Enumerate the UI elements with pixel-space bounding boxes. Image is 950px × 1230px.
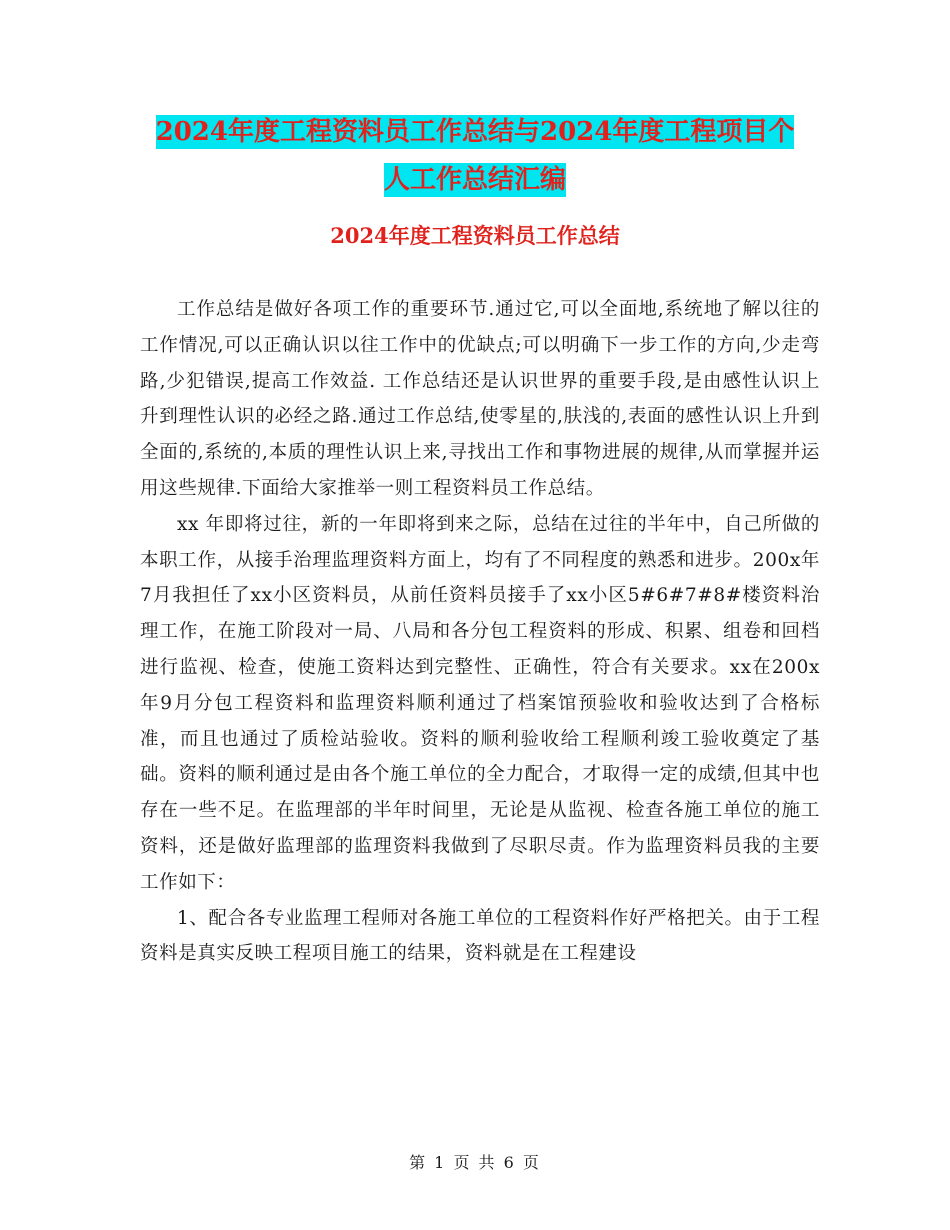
document-body — [140, 292, 820, 972]
section-title: 2024年度工程资料员工作总结 — [330, 223, 620, 248]
page-footer: 第 1 页 共 6 页 — [409, 1153, 541, 1172]
paragraph-intro: 工作总结是做好各项工作的重要环节.通过它,可以全面地,系统地了解以往的工作情况,可以正确认识以往工作中的优缺点;可以明确下一步工作的方向,少走弯路,少犯错误,提高工作效益. 工作总结还是认识世界的重要手段,是由感性认识上升到理性认识的必经之路.通过工作总结,使零星的,肤浅的,表面的感性认识上升到全面的,系统的,本质的理性认识上来,寻找出工作和事物进展的规律,从而掌握并运用这些规律.下面给大家推举一则工程资料员工作总结。 — [140, 299, 820, 499]
title-line-1: 2024年度工程资料员工作总结与2024年度工程项目个 — [155, 117, 795, 147]
paragraph-item-1: 1、配合各专业监理工程师对各施工单位的工程资料作好严格把关。由于工程资料是真实反映工程项目施工的结果，资料就是在工程建设 — [140, 907, 820, 965]
title-line-2: 人工作总结汇编 — [383, 165, 566, 195]
document-title — [140, 108, 810, 204]
paragraph-summary: xx 年即将过往，新的一年即将到来之际，总结在过往的半年中，自己所做的本职工作，从接手治理监理资料方面上，均有了不同程度的熟悉和进步。200x年7月我担任了xx小区资料员，从前任资料员接手了xx小区5#6#7#8#楼资料治理工作，在施工阶段对一局、八局和各分包工程资料的形成、积累、组卷和回档进行监视、检查，使施工资料达到完整性、正确性，符合有关要求。xx在200x年9月分包工程资料和监理资料顺利通过了档案馆预验收和验收达到了合格标准，而且也通过了质检站验收。资料的顺利验收给工程顺利竣工验收奠定了基础。资料的顺利通过是由各个施工单位的全力配合，才取得一定的成绩,但其中也存在一些不足。在监理部的半年时间里，无论是从监视、检查各施工单位的施工资料，还是做好监理部的监理资料我做到了尽职尽责。作为监理资料员我的主要工作如下： — [140, 513, 820, 893]
